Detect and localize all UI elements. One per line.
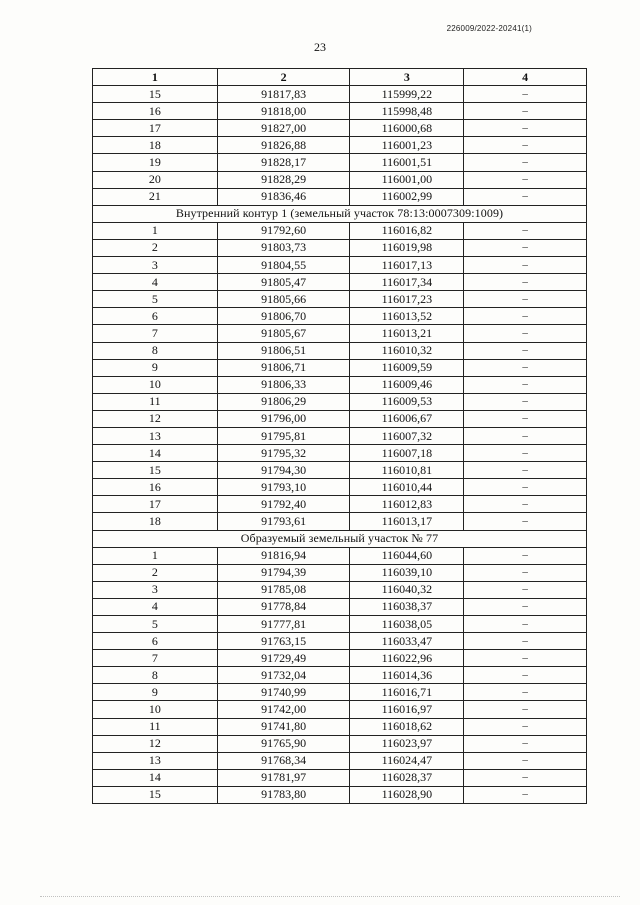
y-coordinate-cell: 116010,44: [350, 479, 464, 496]
scan-artifact: [40, 896, 620, 901]
point-number-cell: 14: [93, 445, 218, 462]
y-coordinate-cell: 116010,32: [350, 342, 464, 359]
y-coordinate-cell: 116013,17: [350, 513, 464, 530]
note-cell: –: [464, 513, 587, 530]
note-cell: –: [464, 701, 587, 718]
x-coordinate-cell: 91826,88: [217, 137, 350, 154]
table-row: [93, 427, 587, 444]
point-number-cell: 5: [93, 616, 218, 633]
note-cell: –: [464, 171, 587, 188]
y-coordinate-cell: 116038,37: [350, 598, 464, 615]
point-number-cell: 1: [93, 547, 218, 564]
note-cell: –: [464, 274, 587, 291]
point-number-cell: 20: [93, 171, 218, 188]
table-row: [93, 564, 587, 581]
table-row: [93, 86, 587, 103]
x-coordinate-cell: 91783,80: [217, 786, 350, 803]
y-coordinate-cell: 116038,05: [350, 616, 464, 633]
point-number-cell: 7: [93, 325, 218, 342]
table-row: [93, 616, 587, 633]
document-registration-number: 226009/2022-20241(1): [446, 24, 532, 33]
table-row: [93, 598, 587, 615]
table-row: [93, 581, 587, 598]
x-coordinate-cell: 91806,71: [217, 359, 350, 376]
point-number-cell: 3: [93, 257, 218, 274]
table-row: [93, 291, 587, 308]
table-row: [93, 376, 587, 393]
point-number-cell: 6: [93, 308, 218, 325]
note-cell: –: [464, 581, 587, 598]
note-cell: –: [464, 393, 587, 410]
point-number-cell: 21: [93, 188, 218, 205]
y-coordinate-cell: 116023,97: [350, 735, 464, 752]
x-coordinate-cell: 91796,00: [217, 410, 350, 427]
table-row: [93, 393, 587, 410]
x-coordinate-cell: 91781,97: [217, 769, 350, 786]
point-number-cell: 18: [93, 513, 218, 530]
y-coordinate-cell: 116007,18: [350, 445, 464, 462]
x-coordinate-cell: 91793,61: [217, 513, 350, 530]
table-row: [93, 342, 587, 359]
y-coordinate-cell: 116007,32: [350, 427, 464, 444]
x-coordinate-cell: 91803,73: [217, 239, 350, 256]
x-coordinate-cell: 91817,83: [217, 86, 350, 103]
table-header-row: [93, 69, 587, 86]
x-coordinate-cell: 91818,00: [217, 103, 350, 120]
note-cell: –: [464, 410, 587, 427]
table-row: [93, 633, 587, 650]
point-number-cell: 17: [93, 496, 218, 513]
y-coordinate-cell: 116001,23: [350, 137, 464, 154]
table-row: [93, 120, 587, 137]
y-coordinate-cell: 116016,82: [350, 222, 464, 239]
x-coordinate-cell: 91732,04: [217, 667, 350, 684]
note-cell: –: [464, 342, 587, 359]
point-number-cell: 6: [93, 633, 218, 650]
note-cell: –: [464, 291, 587, 308]
note-cell: –: [464, 120, 587, 137]
y-coordinate-cell: 116024,47: [350, 752, 464, 769]
point-number-cell: 18: [93, 137, 218, 154]
x-coordinate-cell: 91792,40: [217, 496, 350, 513]
note-cell: –: [464, 462, 587, 479]
section-title: Образуемый земельный участок № 77: [93, 530, 587, 547]
y-coordinate-cell: 116017,34: [350, 274, 464, 291]
y-coordinate-cell: 115999,22: [350, 86, 464, 103]
point-number-cell: 12: [93, 410, 218, 427]
point-number-cell: 9: [93, 684, 218, 701]
point-number-cell: 9: [93, 359, 218, 376]
x-coordinate-cell: 91806,51: [217, 342, 350, 359]
table-row: [93, 752, 587, 769]
point-number-cell: 10: [93, 376, 218, 393]
x-coordinate-cell: 91765,90: [217, 735, 350, 752]
note-cell: –: [464, 598, 587, 615]
section-header-row: [93, 530, 587, 547]
table-row: [93, 496, 587, 513]
column-header: 4: [464, 69, 587, 86]
note-cell: –: [464, 616, 587, 633]
y-coordinate-cell: 116001,00: [350, 171, 464, 188]
y-coordinate-cell: 116017,23: [350, 291, 464, 308]
y-coordinate-cell: 116016,71: [350, 684, 464, 701]
point-number-cell: 4: [93, 598, 218, 615]
y-coordinate-cell: 116033,47: [350, 633, 464, 650]
note-cell: –: [464, 718, 587, 735]
point-number-cell: 11: [93, 718, 218, 735]
x-coordinate-cell: 91778,84: [217, 598, 350, 615]
table-row: [93, 308, 587, 325]
x-coordinate-cell: 91793,10: [217, 479, 350, 496]
table-row: [93, 188, 587, 205]
x-coordinate-cell: 91785,08: [217, 581, 350, 598]
table-row: [93, 718, 587, 735]
y-coordinate-cell: 116001,51: [350, 154, 464, 171]
point-number-cell: 2: [93, 564, 218, 581]
note-cell: –: [464, 684, 587, 701]
note-cell: –: [464, 325, 587, 342]
y-coordinate-cell: 116000,68: [350, 120, 464, 137]
point-number-cell: 8: [93, 667, 218, 684]
x-coordinate-cell: 91805,47: [217, 274, 350, 291]
point-number-cell: 1: [93, 222, 218, 239]
page-number: 23: [314, 40, 326, 54]
y-coordinate-cell: 116019,98: [350, 239, 464, 256]
x-coordinate-cell: 91794,39: [217, 564, 350, 581]
table-row: [93, 359, 587, 376]
y-coordinate-cell: 116018,62: [350, 718, 464, 735]
x-coordinate-cell: 91768,34: [217, 752, 350, 769]
point-number-cell: 10: [93, 701, 218, 718]
table-row: [93, 462, 587, 479]
y-coordinate-cell: 116016,97: [350, 701, 464, 718]
y-coordinate-cell: 116028,90: [350, 786, 464, 803]
note-cell: –: [464, 154, 587, 171]
point-number-cell: 5: [93, 291, 218, 308]
note-cell: –: [464, 496, 587, 513]
x-coordinate-cell: 91816,94: [217, 547, 350, 564]
y-coordinate-cell: 116040,32: [350, 581, 464, 598]
table-row: [93, 222, 587, 239]
point-number-cell: 16: [93, 479, 218, 496]
note-cell: –: [464, 769, 587, 786]
x-coordinate-cell: 91805,66: [217, 291, 350, 308]
table-row: [93, 701, 587, 718]
y-coordinate-cell: 116014,36: [350, 667, 464, 684]
table-row: [93, 325, 587, 342]
note-cell: –: [464, 308, 587, 325]
point-number-cell: 14: [93, 769, 218, 786]
note-cell: –: [464, 257, 587, 274]
y-coordinate-cell: 116022,96: [350, 650, 464, 667]
note-cell: –: [464, 479, 587, 496]
note-cell: –: [464, 427, 587, 444]
note-cell: –: [464, 650, 587, 667]
note-cell: –: [464, 445, 587, 462]
note-cell: –: [464, 786, 587, 803]
note-cell: –: [464, 376, 587, 393]
table-row: [93, 137, 587, 154]
table-row: [93, 479, 587, 496]
point-number-cell: 15: [93, 462, 218, 479]
point-number-cell: 16: [93, 103, 218, 120]
table-row: [93, 786, 587, 803]
x-coordinate-cell: 91792,60: [217, 222, 350, 239]
x-coordinate-cell: 91806,70: [217, 308, 350, 325]
coordinates-table: [92, 68, 587, 804]
y-coordinate-cell: 116009,46: [350, 376, 464, 393]
point-number-cell: 12: [93, 735, 218, 752]
y-coordinate-cell: 116012,83: [350, 496, 464, 513]
x-coordinate-cell: 91795,81: [217, 427, 350, 444]
x-coordinate-cell: 91836,46: [217, 188, 350, 205]
y-coordinate-cell: 116013,21: [350, 325, 464, 342]
note-cell: –: [464, 103, 587, 120]
y-coordinate-cell: 116002,99: [350, 188, 464, 205]
x-coordinate-cell: 91805,67: [217, 325, 350, 342]
table-row: [93, 410, 587, 427]
x-coordinate-cell: 91828,29: [217, 171, 350, 188]
note-cell: –: [464, 137, 587, 154]
x-coordinate-cell: 91828,17: [217, 154, 350, 171]
table-row: [93, 684, 587, 701]
column-header: 1: [93, 69, 218, 86]
note-cell: –: [464, 633, 587, 650]
table-row: [93, 513, 587, 530]
x-coordinate-cell: 91794,30: [217, 462, 350, 479]
y-coordinate-cell: 116009,53: [350, 393, 464, 410]
x-coordinate-cell: 91827,00: [217, 120, 350, 137]
point-number-cell: 13: [93, 427, 218, 444]
note-cell: –: [464, 564, 587, 581]
note-cell: –: [464, 359, 587, 376]
x-coordinate-cell: 91742,00: [217, 701, 350, 718]
x-coordinate-cell: 91795,32: [217, 445, 350, 462]
point-number-cell: 17: [93, 120, 218, 137]
table-row: [93, 274, 587, 291]
table-row: [93, 667, 587, 684]
note-cell: –: [464, 188, 587, 205]
column-header: 3: [350, 69, 464, 86]
column-header: 2: [217, 69, 350, 86]
section-title: Внутренний контур 1 (земельный участок 78:13:0007309:1009): [93, 205, 587, 222]
y-coordinate-cell: 116013,52: [350, 308, 464, 325]
table-row: [93, 769, 587, 786]
note-cell: –: [464, 222, 587, 239]
note-cell: –: [464, 735, 587, 752]
table-row: [93, 154, 587, 171]
note-cell: –: [464, 667, 587, 684]
table-row: [93, 171, 587, 188]
point-number-cell: 15: [93, 86, 218, 103]
y-coordinate-cell: 116010,81: [350, 462, 464, 479]
x-coordinate-cell: 91763,15: [217, 633, 350, 650]
y-coordinate-cell: 116044,60: [350, 547, 464, 564]
table-row: [93, 257, 587, 274]
note-cell: –: [464, 547, 587, 564]
section-header-row: [93, 205, 587, 222]
point-number-cell: 15: [93, 786, 218, 803]
point-number-cell: 3: [93, 581, 218, 598]
point-number-cell: 2: [93, 239, 218, 256]
table-body: [93, 86, 587, 804]
point-number-cell: 8: [93, 342, 218, 359]
note-cell: –: [464, 239, 587, 256]
point-number-cell: 4: [93, 274, 218, 291]
y-coordinate-cell: 116006,67: [350, 410, 464, 427]
point-number-cell: 19: [93, 154, 218, 171]
y-coordinate-cell: 116009,59: [350, 359, 464, 376]
table-row: [93, 445, 587, 462]
x-coordinate-cell: 91777,81: [217, 616, 350, 633]
x-coordinate-cell: 91806,29: [217, 393, 350, 410]
x-coordinate-cell: 91740,99: [217, 684, 350, 701]
point-number-cell: 7: [93, 650, 218, 667]
x-coordinate-cell: 91729,49: [217, 650, 350, 667]
y-coordinate-cell: 116017,13: [350, 257, 464, 274]
table-row: [93, 239, 587, 256]
x-coordinate-cell: 91806,33: [217, 376, 350, 393]
point-number-cell: 11: [93, 393, 218, 410]
x-coordinate-cell: 91804,55: [217, 257, 350, 274]
note-cell: –: [464, 752, 587, 769]
table-row: [93, 650, 587, 667]
note-cell: –: [464, 86, 587, 103]
table-row: [93, 103, 587, 120]
x-coordinate-cell: 91741,80: [217, 718, 350, 735]
point-number-cell: 13: [93, 752, 218, 769]
table-row: [93, 547, 587, 564]
table-row: [93, 735, 587, 752]
y-coordinate-cell: 115998,48: [350, 103, 464, 120]
y-coordinate-cell: 116039,10: [350, 564, 464, 581]
y-coordinate-cell: 116028,37: [350, 769, 464, 786]
